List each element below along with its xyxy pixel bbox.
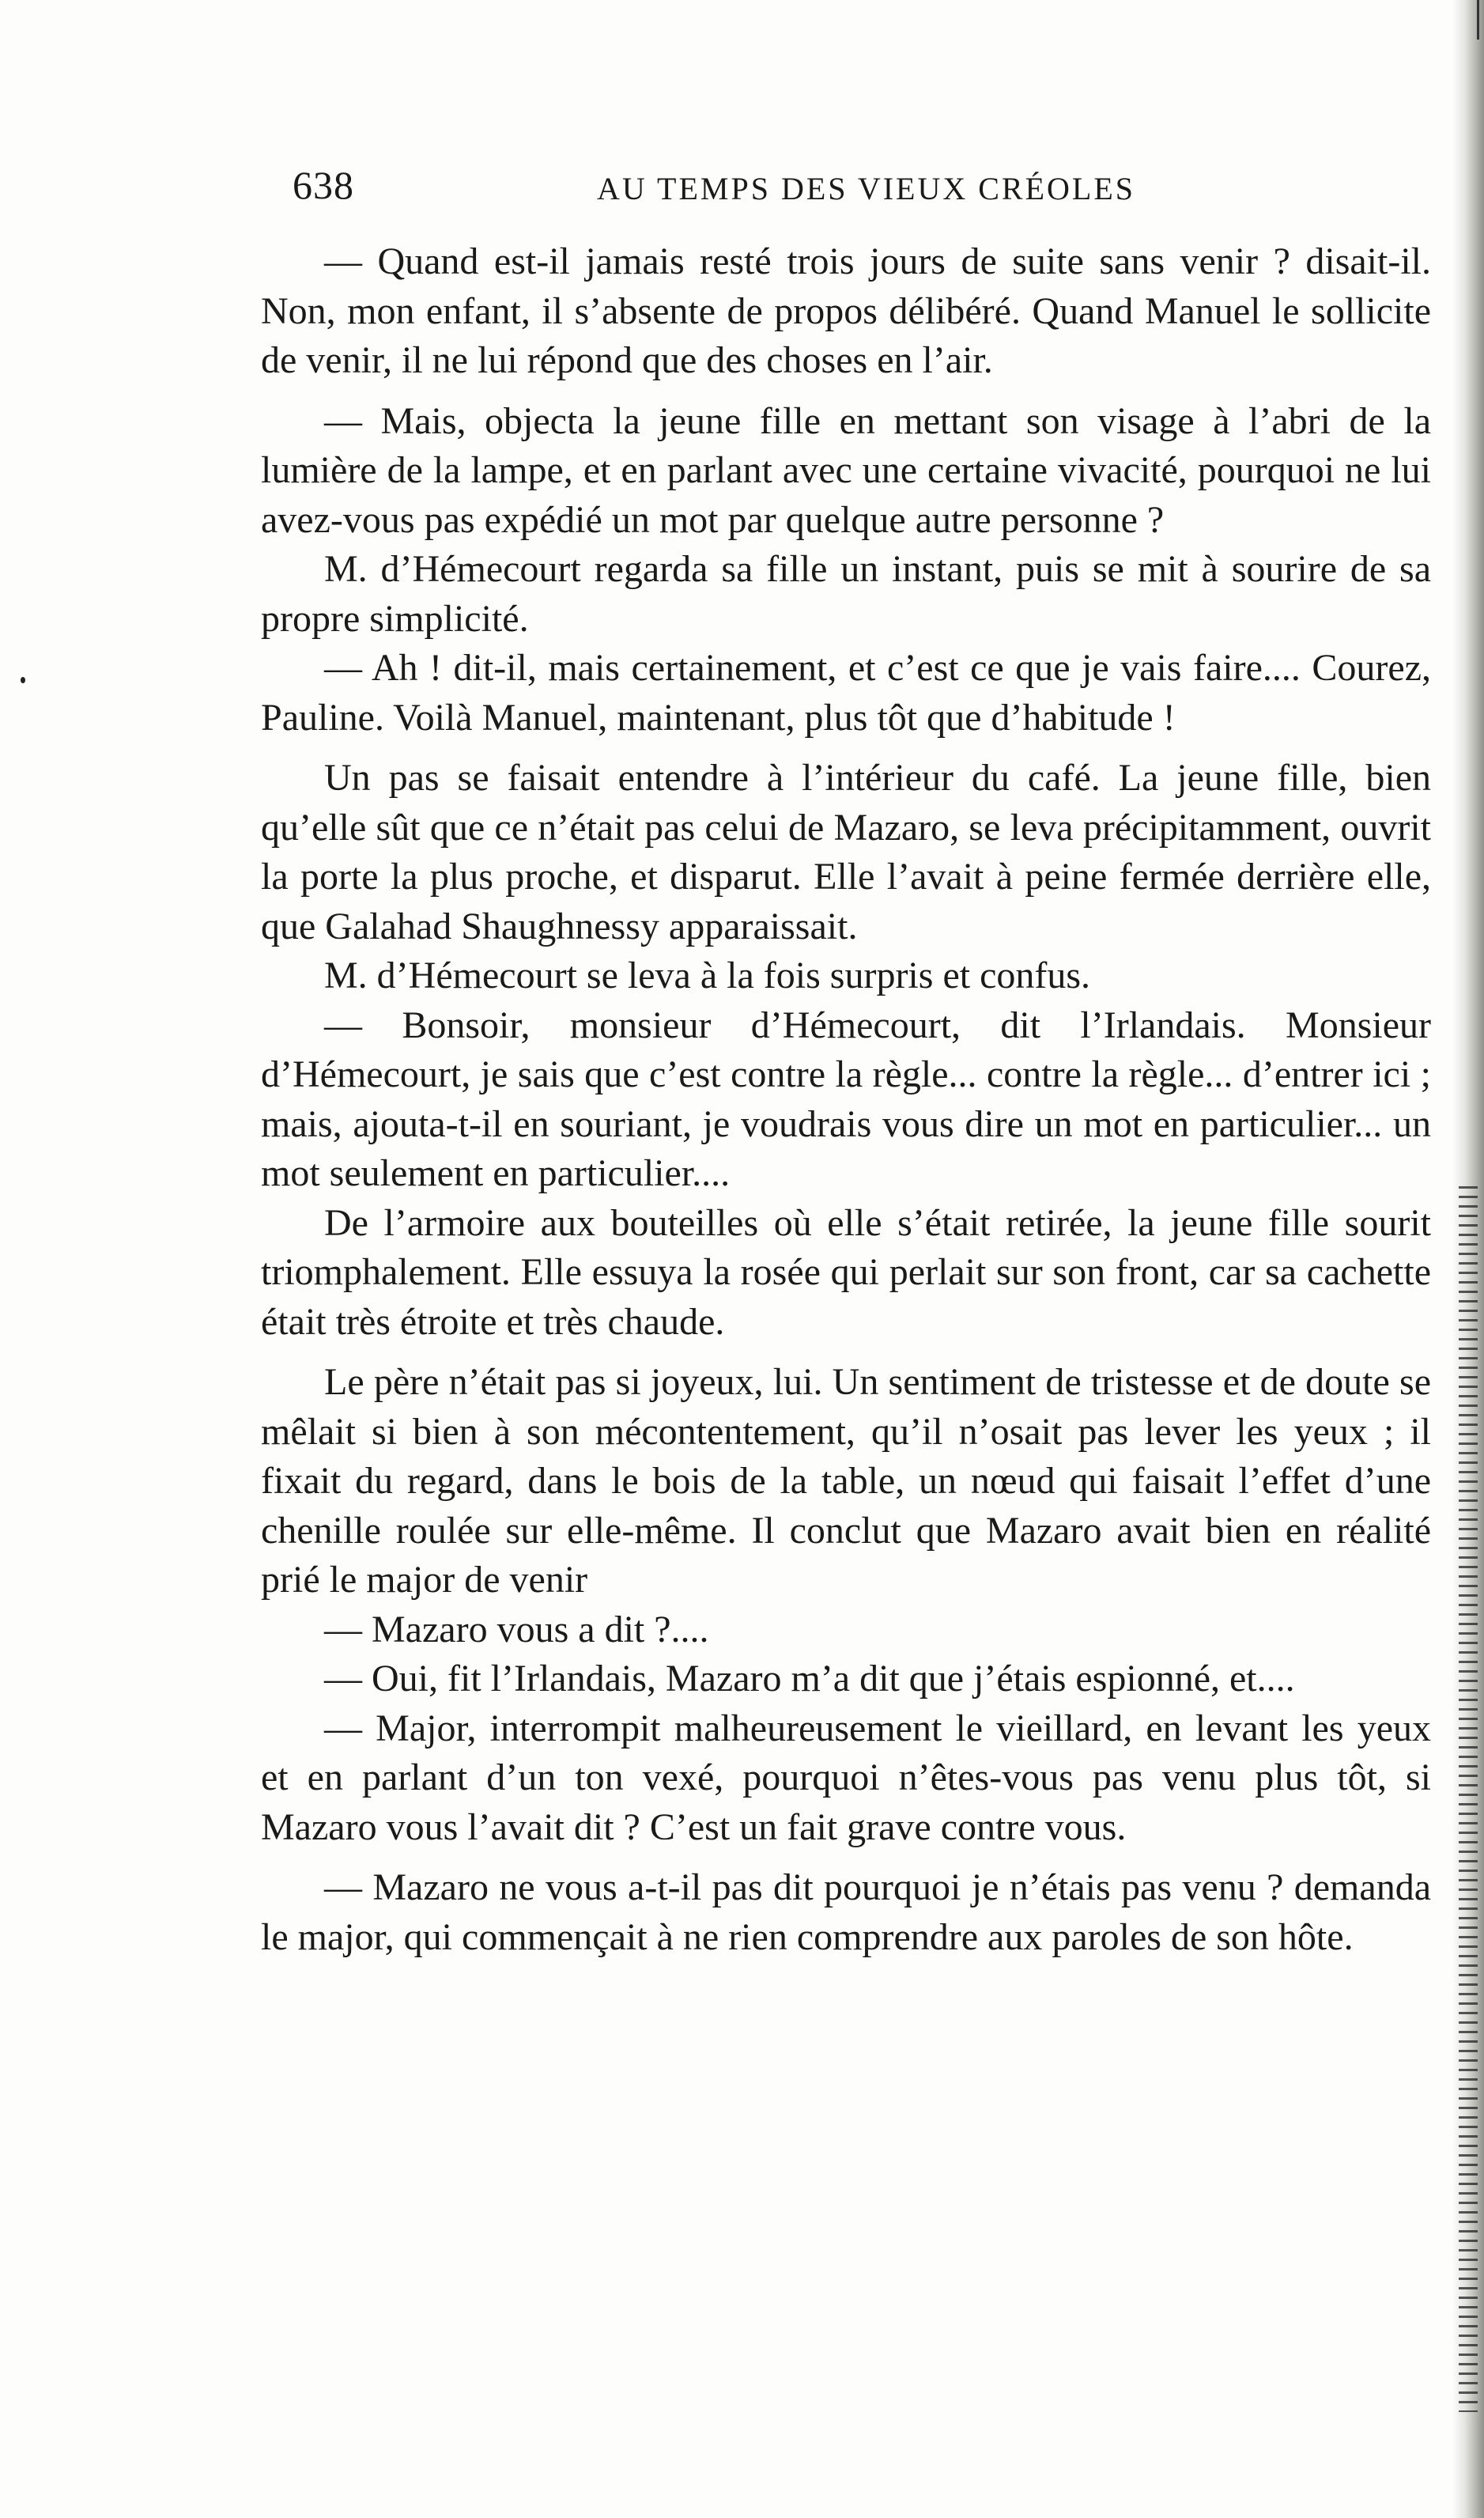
paragraph: — Mazaro ne vous a-t-il pas dit pourquoi je n’étais pas venu ? demanda le major, qui commençait à ne rien comprendre aux paroles de son hôte. <box>261 1866 1431 1958</box>
paragraph: Le père n’était pas si joyeux, lui. Un sentiment de tristesse et de doute se mêlait si bien à son mécontentement, qu’il n’osait pas lever les yeux ; il fixait du regard, dans le bois de la table, un nœud qui faisait l’effet d’une chenille roulée sur elle-même. Il conclut que Mazaro avait bien en réalité prié le major de venir <box>261 1361 1431 1601</box>
paragraph: — Mais, objecta la jeune fille en mettant son visage à l’abri de la lumière de la lampe, et en parlant avec une certaine vivacité, pourquoi ne lui avez-vous pas expédié un mot par quelque autre personne ? <box>261 399 1431 541</box>
paragraph: M. d’Hémecourt regarda sa fille un instant, puis se mit à sourire de sa propre simplicité. <box>261 548 1431 640</box>
running-title: AU TEMPS DES VIEUX CRÉOLES <box>597 171 1136 206</box>
paragraph: M. d’Hémecourt se leva à la fois surpris et confus. <box>324 955 1091 996</box>
paragraph: — Quand est-il jamais resté trois jours de suite sans venir ? disait-il. Non, mon enfant, il s’absente de propos délibéré. Quand Manuel le sollicite de venir, il ne lui répond que des choses en l’air. <box>261 240 1431 381</box>
page-number: 638 <box>293 163 354 207</box>
paragraph: — Major, interrompit malheureusement le vieillard, en levant les yeux et en parlant d’un ton vexé, pourquoi n’êtes-vous pas venu plus tôt, si Mazaro vous l’avait dit ? C’est un fait grave contre vous. <box>261 1707 1431 1848</box>
body-text <box>261 237 1431 1962</box>
paragraph: Un pas se faisait entendre à l’intérieur du café. La jeune fille, bien qu’elle sût que ce n’était pas celui de Mazaro, se leva précipitamment, ouvrit la porte la plus proche, et disparut. Elle l’avait à peine fermée derrière elle, que Galahad Shaughnessy apparaissait. <box>261 757 1431 947</box>
paragraph: De l’armoire aux bouteilles où elle s’était retirée, la jeune fille sourit triomphalement. Elle essuya la rosée qui perlait sur son front, car sa cachette était très étroite et très chaude. <box>261 1201 1431 1343</box>
page-header <box>293 162 1463 217</box>
paragraph: — Oui, fit l’Irlandais, Mazaro m’a dit que j’étais espionné, et.... <box>324 1658 1295 1699</box>
paragraph: — Mazaro vous a dit ?.... <box>324 1608 709 1650</box>
scan-speck <box>21 677 25 683</box>
binding-mark <box>1477 0 1479 40</box>
page-binding-edge <box>1452 0 1484 2518</box>
paragraph: — Ah ! dit-il, mais certainement, et c’est ce que je vais faire.... Courez, Pauline. Voilà Manuel, maintenant, plus tôt que d’habitude ! <box>261 647 1431 739</box>
binding-speckle <box>1459 1186 1478 2412</box>
paragraph: — Bonsoir, monsieur d’Hémecourt, dit l’Irlandais. Monsieur d’Hémecourt, je sais que c’est contre la règle... contre la règle... d’entrer ici ; mais, ajouta-t-il en souriant, je voudrais vous dire un mot en particulier... un mot seulement en particulier.... <box>261 1004 1431 1194</box>
